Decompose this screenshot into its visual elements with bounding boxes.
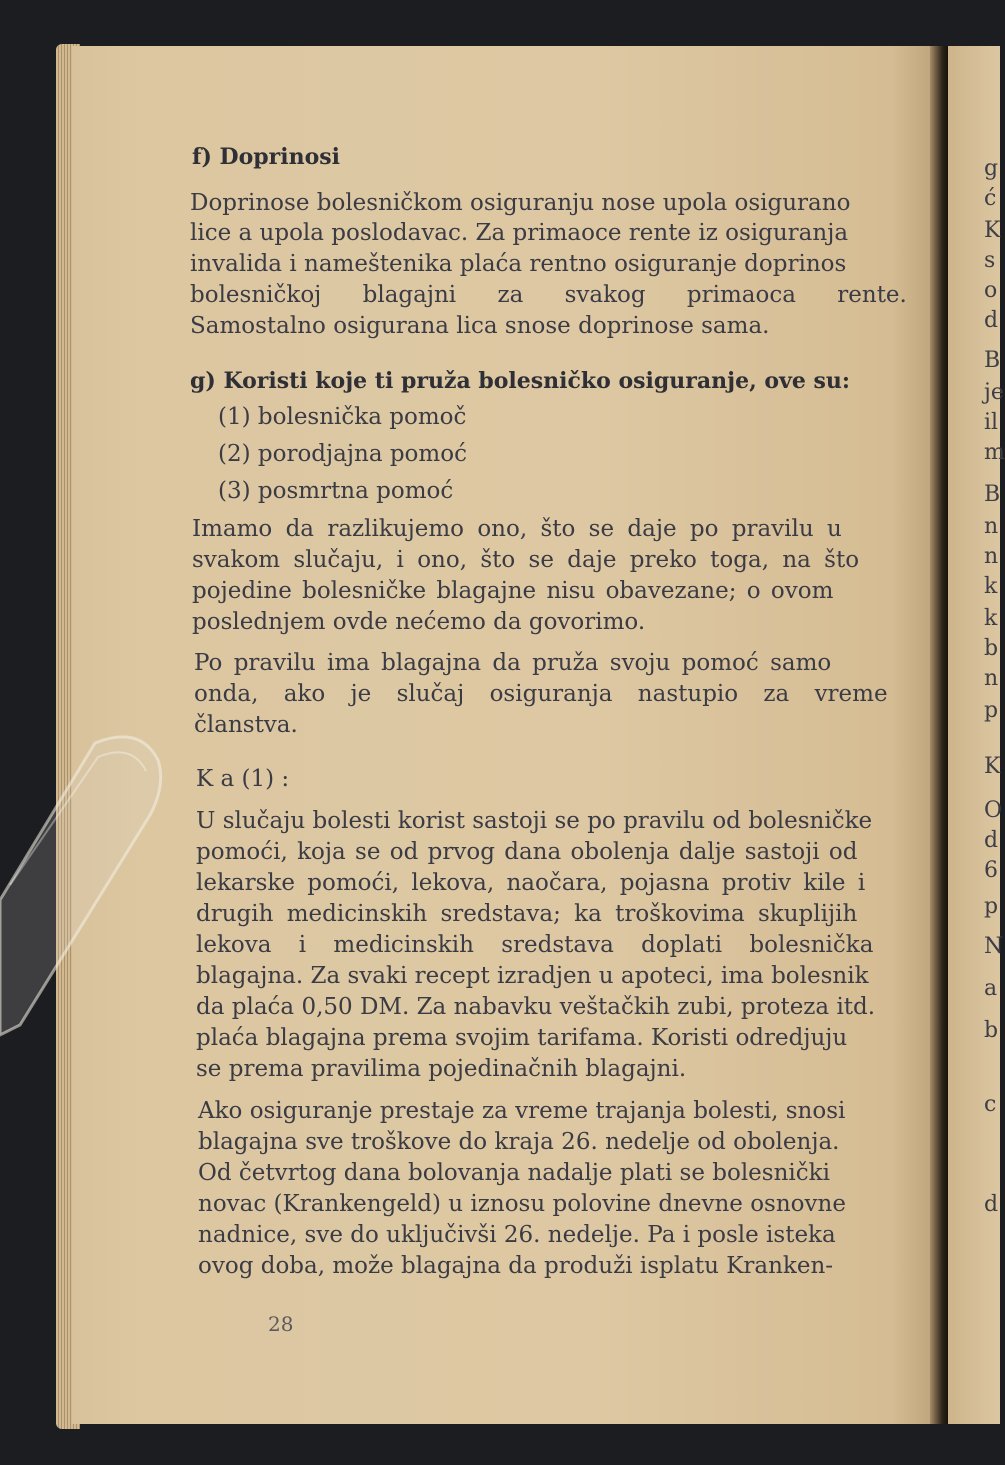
section-g-para2-line-2: onda, ako je slučaj osiguranja nastupio za vreme — [194, 681, 888, 707]
section-f-heading: f) Doprinosi — [192, 144, 341, 170]
page-number: 28 — [268, 1312, 294, 1336]
ka1-para2-line-2: blagajna sve troškove do kraja 26. nedelje od obolenja. — [198, 1129, 840, 1155]
section-g-para1-line-3: pojedine bolesničke blagajne nisu obavezane; o ovom — [192, 578, 834, 604]
next-page-fragment: c — [984, 1092, 997, 1117]
next-page-fragment: O — [984, 798, 1003, 823]
section-g-para1-line-4: poslednjem ovde nećemo da govorimo. — [192, 609, 646, 635]
next-page-fragment: p — [984, 894, 999, 919]
section-g-para1-line-1: Imamo da razlikujemo ono, što se daje po pravilu u — [192, 516, 842, 542]
next-page-fragment: 6 — [984, 858, 998, 883]
ka1-heading: K a (1) : — [196, 766, 290, 792]
ka1-para1-line-8: plaća blagajna prema svojim tarifama. Koristi odredjuju — [196, 1025, 848, 1051]
ka1-para2-line-4: novac (Krankengeld) u iznosu polovine dnevne osnovne — [198, 1191, 846, 1217]
book-page-right-edge — [948, 46, 1005, 1424]
section-f-line-2: lice a upola poslodavac. Za primaoce rente iz osiguranja — [190, 220, 849, 246]
section-f-line-1: Doprinose bolesničkom osiguranju nose upola osigurano — [190, 190, 851, 216]
next-page-fragment: B — [984, 348, 1001, 373]
ka1-para1-line-1: U slučaju bolesti korist sastoji se po pravilu od bolesničke — [196, 808, 873, 834]
ka1-para1-line-9: se prema pravilima pojedinačnih blagajni. — [196, 1056, 687, 1082]
next-page-fragment: je — [984, 380, 1004, 405]
section-g-para1-line-2: svakom slučaju, i ono, što se daje preko toga, na što — [192, 547, 860, 573]
next-page-fragment: K — [984, 754, 1001, 779]
next-page-fragment: N — [984, 934, 1004, 959]
ka1-para2-line-6: ovog doba, može blagajna da produži isplatu Kranken- — [198, 1253, 834, 1279]
section-g-heading: g) Koristi koje ti pruža bolesničko osiguranje, ove su: — [190, 368, 851, 394]
ka1-para1-line-3: lekarske pomoći, lekova, naočara, pojasna protiv kile i — [196, 870, 866, 896]
ka1-para2-line-1: Ako osiguranje prestaje za vreme trajanja bolesti, snosi — [198, 1098, 846, 1124]
next-page-fragment: n — [984, 544, 999, 569]
ka1-para2-line-5: nadnice, sve do uključivši 26. nedelje. Pa i posle isteka — [198, 1222, 836, 1248]
section-g-para2-line-1: Po pravilu ima blagajna da pruža svoju pomoć samo — [194, 650, 832, 676]
next-page-fragment: b — [984, 636, 999, 661]
next-page-fragment: d — [984, 1192, 999, 1217]
next-page-fragment: k — [984, 574, 998, 599]
ka1-para1-line-6: blagajna. Za svaki recept izradjen u apoteci, ima bolesnik — [196, 963, 869, 989]
book-page-left — [72, 46, 944, 1424]
next-page-fragment: B — [984, 482, 1001, 507]
next-page-fragment: s — [984, 248, 996, 273]
section-f-line-3: invalida i nameštenika plaća rentno osiguranje doprinos — [190, 251, 847, 277]
ka1-para1-line-7: da plaća 0,50 DM. Za nabavku veštačkih zubi, proteza itd. — [196, 994, 876, 1020]
ka1-para1-line-2: pomoći, koja se od prvog dana obolenja dalje sastoji od — [196, 839, 858, 865]
next-page-fragment: b — [984, 1018, 999, 1043]
next-page-fragment: n — [984, 514, 999, 539]
section-g-para2-line-3: članstva. — [194, 712, 298, 738]
next-page-fragment: d — [984, 308, 999, 333]
next-page-fragment: n — [984, 666, 999, 691]
ka1-para1-line-5: lekova i medicinskih sredstava doplati bolesnička — [196, 932, 874, 958]
section-f-line-5: Samostalno osigurana lica snose doprinose sama. — [190, 313, 770, 339]
list-item-1: (1) bolesnička pomoč — [218, 404, 467, 430]
next-page-fragment: p — [984, 698, 999, 723]
next-page-fragment: ć — [984, 186, 997, 211]
next-page-fragment: il — [984, 410, 999, 435]
next-page-fragment: K — [984, 218, 1001, 243]
list-item-2: (2) porodjajna pomoć — [218, 441, 467, 467]
next-page-fragment: a — [984, 976, 998, 1001]
next-page-fragment: k — [984, 606, 998, 631]
book-gutter — [930, 46, 948, 1424]
next-page-fragment: d — [984, 828, 999, 853]
ka1-para1-line-4: drugih medicinskih sredstava; ka troškovima skuplijih — [196, 901, 858, 927]
next-page-fragment: m — [984, 440, 1005, 465]
next-page-fragment: o — [984, 278, 998, 303]
next-page-fragment: g — [984, 156, 999, 181]
section-f-line-4: bolesničkoj blagajni za svakog primaoca rente. — [190, 282, 907, 308]
ka1-para2-line-3: Od četvrtog dana bolovanja nadalje plati se bolesnički — [198, 1160, 830, 1186]
list-item-3: (3) posmrtna pomoć — [218, 478, 454, 504]
